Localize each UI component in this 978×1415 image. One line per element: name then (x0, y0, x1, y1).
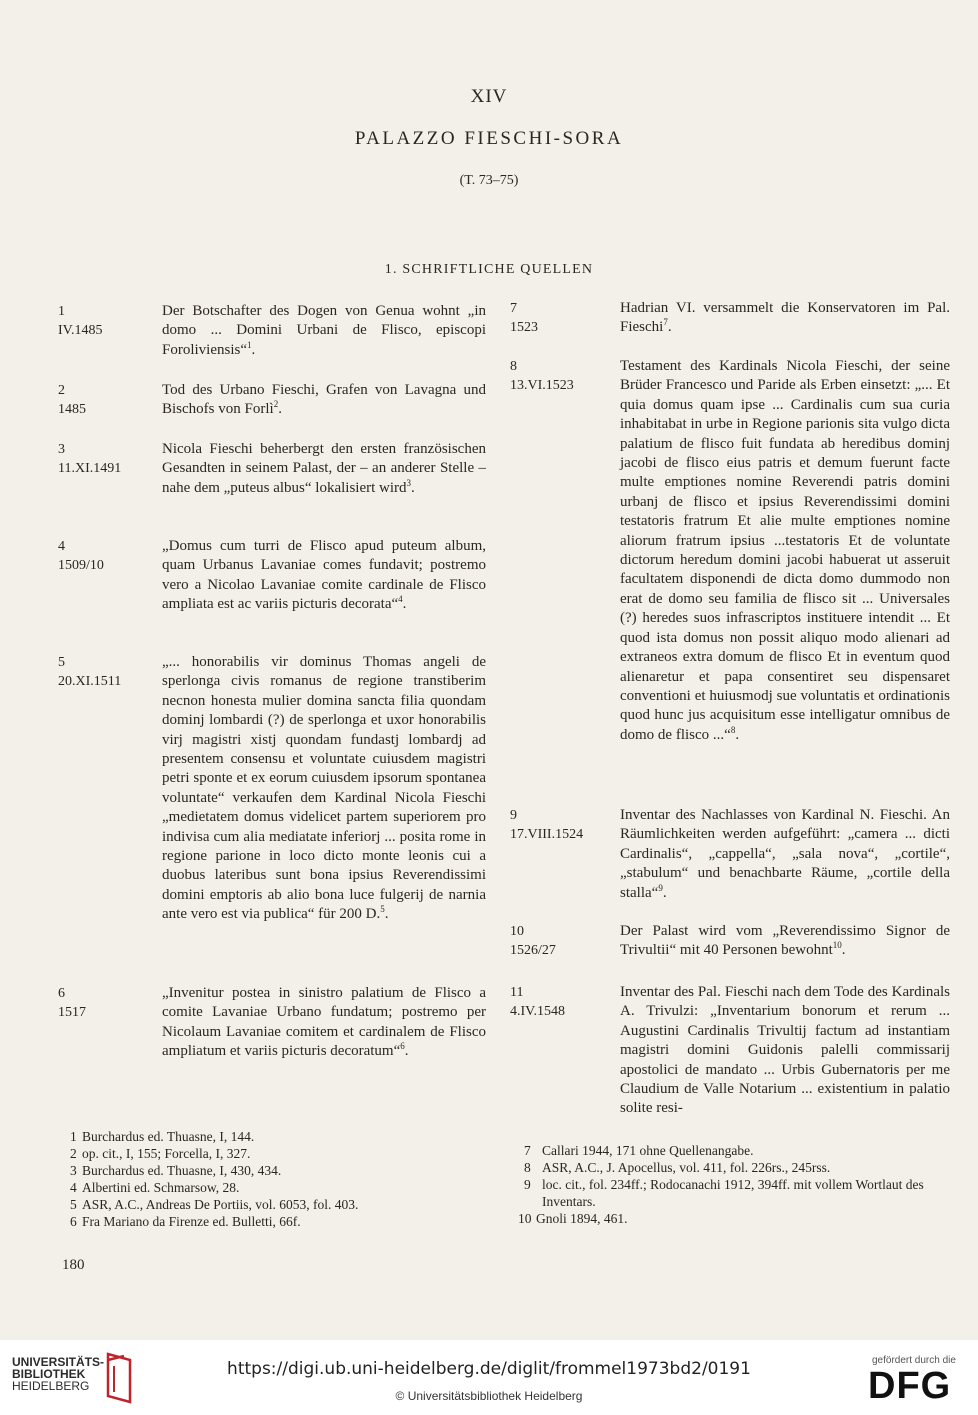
footnote-ref: 9 (658, 882, 663, 893)
entry-date: 4.IV.1548 (510, 1004, 565, 1020)
entry-number: 1 (58, 304, 65, 319)
entry-date: 20.XI.1511 (58, 674, 122, 690)
funded-by-label: gefördert durch die (872, 1355, 956, 1366)
entry-date: 13.VI.1523 (510, 378, 574, 394)
entry-number: 10 (510, 924, 524, 939)
footnote-ref: 2 (273, 399, 279, 410)
entry-date: IV.1485 (58, 323, 103, 339)
book-page: XIV PALAZZO FIESCHI-SORA (T. 73–75) 1. SCHRIFTLICHE QUELLEN 1 IV.1485 Der Botschafter des Dogen von Genua wohnt „in domo ... Domini Urbani de Flisco, episcopi Foroliviensis“$^1$. 2 1485 Tod des Urbano Fieschi, Grafen von Lavagna und Bischofs von Forlì$^2$. 3 11.XI.1491 Nicola Fieschi beherbergt den ersten französischen Gesandten in seinem Palast, der – an anderer Stelle – nahe dem „puteus albus“ lokalisiert wird$^3$. 4 1509/10 „Domus cum turri de Flisco apud puteum album, quam Urbanus Lavaniae comes fundavit; postremo vero a Nicolao Lavaniae comite cardinale de Flisco ampliata est ac variis picturis decorata“$^4$. 5 20.XI.1511 „... honorabilis vir dominus Thomas angeli de sperlonga civis romanus de regione transtiberim necnon honesta mulier domina sancta filia quondam dominj lombardi (?) de sperlonga et uxor honorabilis virj magistri xistj quondam fundastj lombardj ad presentem consensu et voluntate cuiusdem magistri petri sponte et ex eorum cuiusdem ipsorum spontanea voluntate“ verkaufen dem Kardinal Nicola Fieschi „medietatem domus videlicet partem superiorem pro indivisa cum alia mediatate inferiorj ... posita rome in regione parione in loco dicto monte leonis cui a duobus lateribus sunt bona ipsius Reverendissimi domini emptoris ab alio bona luce fulgerij de narnia ante vero est via publica“ für 200 D.$^5$. 6 1517 „Invenitur postea in sinistro palatium de Flisco a comite Lavaniae Urbano fundatum; postremo per Nicolaum Lavaniae comitem et cardinalem de Flisco ampliatum et variis picturis decoratum“$^6$. 7 1523 Hadrian VI. versammelt die Konservatoren im Pal. Fieschi$^7$. 8 13.VI.1523 Testament des Kardinals Nicola Fieschi, der seine Brüder Francesco und Paride als Erben einsetzt: „... Et quia domus quam ipse ... Cardinalis cum sua curia inhabitabat in urbe in Regione parionis sita vulgo dicta palatium de flisco fuit fundata ab heredibus dominj jacobi de flisco eius patris et demum fuerunt facte multe emptiones nomine Reverendi patris domini urbanj de flisco et ipsius Reverendissimi domini testatoris fratrum Et alie multe emptiones nomine aliorum fratrum ipsius ...testatoris Et de voluntate dictorum heredum domini jacobi habuerat ut asseruit facultatem disponendi de dicta domo dummodo non erat de domo seu familia de flisco sit ... Universales (?) heredes suos infrascriptos instituere intendit ... Et quod ista domus non possit aliquo modo alienari ad extraneos extra domum de flisco Et in eventum quod alienaretur et papa consentiret seu dispensaret conventioni et huiusmodj sue voluntatis et ordinationis quod hunc jus acquisitum esse intelligatur omnibus de domo de flisco ...“$^8$. 9 17.VIII.1524 Inventar des Nachlasses von Kardinal N. Fieschi. An Räumlichkeiten werden aufgeführt: „camera ... dicti Cardinalis“, „cappella“, „sala nova“, „cortile“, „stabulum“ und benachbarte Räume, „cortile della stalla“$^9$. 10 1526/27 Der Palast wird vom „Reverendissimo Signor de Trivultii“ mit 40 Personen bewohnt$^{10}$. 11 4.IV.1548 Inventar des Pal. Fieschi nach dem Tode des Kardinals A. Trivulzi: „Inventarium bonorum et rerum ... Augustini Cardinalis Trivultij factum ad instantiam magistri domini Guidonis palelli commissarij apostolici de mandato ... Urbis Gubernatoris per me Claudium de Valle Notarium ... existentium in palatio solite resi- 1 Burchardus ed. Thuasne, I, 144. 2 op. cit., I, 155; Forcella, I, 327. 3 Burchardus ed. Thuasne, I, 430, 434. 4 Albertini ed. Schmarsow, 28. 5 ASR, A.C., Andreas De Portiis, vol. 6053, fol. 403. 6 Fra Mariano da Firenze ed. Bulletti, 66f. 7 Callari 1944, 171 ohne Quellenangabe. 8 ASR, A.C., J. Apocellus, vol. 411, fol. 226rs., 245rss. 9 loc. cit., fol. 234ff.; Rodocanachi 1912, 394ff. mit vollem Wortlaut des Inventars. 10 Gnoli 1894, 461. 180 (0, 0, 978, 1340)
copyright-notice: © Universitätsbibliothek Heidelberg (395, 1389, 583, 1403)
entry-text: Nicola Fieschi beherbergt den ersten französischen Gesandten in seinem Palast, der – an anderer Stelle – nahe dem „puteus albus“ lokalisiert wird$^3$. (162, 441, 486, 496)
footnote-ref: 3 (406, 477, 412, 488)
entry-number: 11 (510, 985, 524, 1000)
entry-date: 1517 (58, 1005, 86, 1021)
dfg-logo: DFG (868, 1365, 952, 1407)
entry-text: Tod des Urbano Fieschi, Grafen von Lavagna und Bischofs von Forlì$^2$. (162, 382, 486, 418)
entry-text: Inventar des Pal. Fieschi nach dem Tode des Kardinals A. Trivulzi: „Inventarium bonorum et rerum ... Augustini Cardinalis Trivultij factum ad instantiam magistri domini Guidonis palelli commissarij apostolici de mandato ... Urbis Gubernatoris per me Claudium de Valle Notarium ... existentium in palatio solite resi- (620, 984, 950, 1117)
entry-text: Hadrian VI. versammelt die Konservatoren im Pal. Fieschi$^7$. (620, 300, 950, 336)
footnote-ref: 4 (398, 594, 403, 605)
library-name: UNIVERSITÄTS- BIBLIOTHEK HEIDELBERG (12, 1355, 105, 1393)
entry-number: 4 (58, 539, 65, 554)
entry-text: „Domus cum turri de Flisco apud puteum album, quam Urbanus Lavaniae comes fundavit; postremo vero a Nicolao Lavaniae comite cardinale de Flisco ampliata est ac variis picturis decorata“$^4$. (162, 538, 486, 613)
entry-number: 6 (58, 986, 65, 1001)
footnote-ref: 7 (663, 317, 668, 328)
entry-text: „Invenitur postea in sinistro palatium de Flisco a comite Lavaniae Urbano fundatum; postremo per Nicolaum Lavaniae comitem et cardinalem de Flisco ampliatum et variis picturis decoratum“$^6$. (162, 985, 486, 1060)
entry-text: Der Botschafter des Dogen von Genua wohnt „in domo ... Domini Urbani de Flisco, episcopi Foroliviensis“$^1$. (162, 303, 486, 358)
entry-date: 1509/10 (58, 558, 104, 574)
entry-number: 7 (510, 301, 517, 316)
entry-number: 9 (510, 808, 517, 823)
entry-date: 1526/27 (510, 943, 556, 959)
footnote-ref: 8 (730, 724, 736, 735)
chapter-number: XIV (470, 86, 508, 107)
permalink-url[interactable]: https://digi.ub.uni-heidelberg.de/diglit/frommel1973bd2/0191 (227, 1359, 751, 1379)
footnote-ref: 5 (380, 904, 385, 915)
footnote-ref: 1 (247, 339, 252, 350)
entry-number: 5 (58, 655, 65, 670)
entry-number: 2 (58, 383, 65, 398)
entry-number: 3 (58, 442, 65, 457)
entry-date: 1523 (510, 320, 538, 336)
entry-number: 8 (510, 359, 517, 374)
entry-text: Inventar des Nachlasses von Kardinal N. Fieschi. An Räumlichkeiten werden aufgeführt: „camera ... dicti Cardinalis“, „cappella“, „sala nova“, „cortile“, „stabulum“ und benachbarte Räume, „cortile della stalla“$^9$. (620, 807, 950, 901)
section-heading: 1. SCHRIFTLICHE QUELLEN (384, 262, 594, 277)
entry-text: Der Palast wird vom „Reverendissimo Signor de Trivultii“ mit 40 Personen bewohnt$^{10}$. (620, 923, 950, 959)
plate-reference: (T. 73–75) (459, 173, 519, 188)
footnote-ref: 10 (832, 940, 842, 951)
entry-date: 11.XI.1491 (58, 461, 122, 477)
entry-text: „... honorabilis vir dominus Thomas angeli de sperlonga civis romanus de regione transtiberim necnon honesta mulier domina sancta filia quondam dominj lombardi (?) de sperlonga et uxor honorabilis virj magistri xistj quondam fundastj lombardj ad presentem consensu et voluntate cuiusdem magistri petri sponte et ex eorum cuiusdem ipsorum spontanea voluntate“ verkaufen dem Kardinal Nicola Fieschi „medietatem domus videlicet partem superiorem pro indivisa cum alia mediatate inferiorj ... posita rome in regione parione in loco dicto monte leonis cui a duobus lateribus sunt bona ipsius Reverendissimi domini emptoris ab alio bona luce fulgerij de narnia ante vero est via publica“ für 200 D.$^5$. (162, 654, 486, 923)
footnote-ref: 6 (400, 1041, 405, 1052)
entry-date: 1485 (58, 402, 86, 418)
entry-text: Testament des Kardinals Nicola Fieschi, der seine Brüder Francesco und Paride als Erben einsetzt: „... Et quia domus quam ipse ... Cardinalis cum sua curia inhabitabat in urbe in Regione parionis sita vulgo dicta palatium de flisco fuit fundata ab heredibus dominj jacobi de flisco eius patris et demum fuerunt facte multe emptiones nomine Reverendi patris domini urbanj de flisco et ipsius Reverendissimi domini testatoris fratrum Et alie multe emptiones nomine aliorum fratrum ipsius ...testatoris Et de voluntate dictorum heredum domini jacobi habuerat ut asseruit facultatem disponendi de dicta domo dummodo non erat de domo seu familia de flisco sit ... Universales (?) heredes suos infrascriptos instituere intendit ... Et quod ista domus non possit aliquo modo alienari ad extraneos extra domum de flisco Et in eventum quod alienaretur et papa consentiret seu dispensaret conventioni et huiusmodj sue voluntatis et ordinationis quod hunc jus acquisitum esse intelligatur omnibus de domo de flisco ...“$^8$. (620, 358, 950, 743)
entry-date: 17.VIII.1524 (510, 827, 584, 843)
chapter-title: PALAZZO FIESCHI-SORA (354, 128, 624, 149)
page-number: 180 (62, 1257, 85, 1273)
